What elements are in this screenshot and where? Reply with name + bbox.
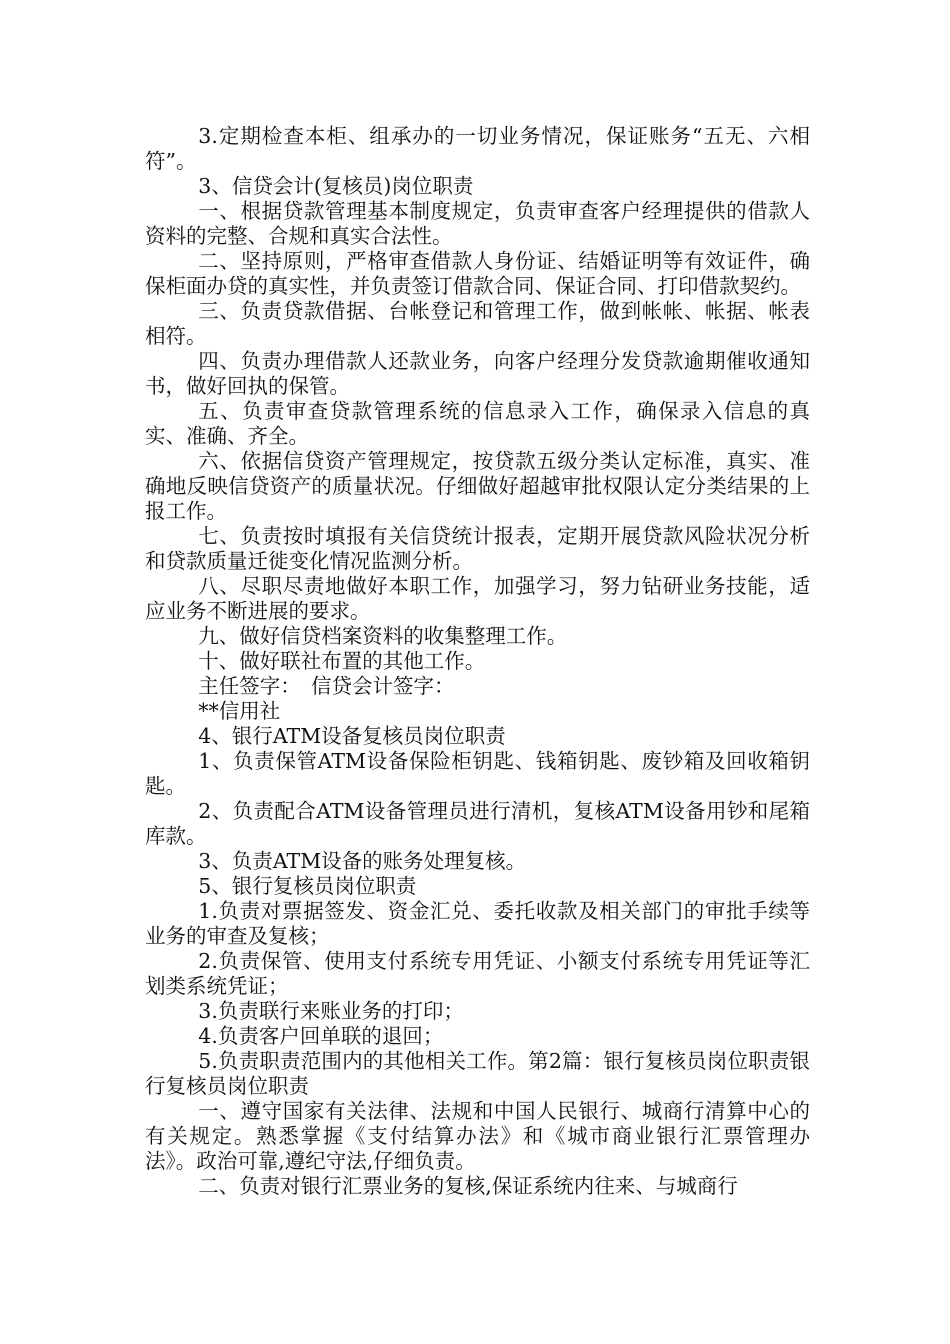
paragraph: 十、做好联社布置的其他工作。 xyxy=(198,649,486,673)
document-body xyxy=(145,124,810,1199)
paragraph: 四、负责办理借款人还款业务，向客户经理分发贷款逾期催收通知书，做好回执的保管。 xyxy=(145,349,810,398)
paragraph: 三、负责贷款借据、台帐登记和管理工作，做到帐帐、帐据、帐表相符。 xyxy=(145,299,810,348)
organization-line: **信用社 xyxy=(198,699,281,723)
paragraph: 3、负责ATM设备的账务处理复核。 xyxy=(198,849,527,873)
section-heading: 4、银行ATM设备复核员岗位职责 xyxy=(198,724,506,748)
paragraph: 二、坚持原则，严格审查借款人身份证、结婚证明等有效证件，确保柜面办贷的真实性，并负责签订借款合同、保证合同、打印借款契约。 xyxy=(145,249,810,298)
section-heading: 5、银行复核员岗位职责 xyxy=(198,874,417,898)
paragraph: 一、根据贷款管理基本制度规定，负责审查客户经理提供的借款人资料的完整、合规和真实合法性。 xyxy=(145,199,810,248)
paragraph: 六、依据信贷资产管理规定，按贷款五级分类认定标准，真实、准确地反映信贷资产的质量状况。仔细做好超越审批权限认定分类结果的上报工作。 xyxy=(145,449,810,523)
paragraph: 5.负责职责范围内的其他相关工作。第2篇：银行复核员岗位职责银行复核员岗位职责 xyxy=(145,1049,810,1098)
paragraph: 4.负责客户回单联的退回； xyxy=(198,1024,444,1048)
section-heading: 3、信贷会计(复核员)岗位职责 xyxy=(198,174,474,198)
paragraph: 七、负责按时填报有关信贷统计报表，定期开展贷款风险状况分析和贷款质量迁徙变化情况监测分析。 xyxy=(145,524,810,573)
paragraph: 2、负责配合ATM设备管理员进行清机，复核ATM设备用钞和尾箱库款。 xyxy=(145,799,810,848)
paragraph: 1、负责保管ATM设备保险柜钥匙、钱箱钥匙、废钞箱及回收箱钥匙。 xyxy=(145,749,810,798)
paragraph: 2.负责保管、使用支付系统专用凭证、小额支付系统专用凭证等汇划类系统凭证； xyxy=(145,949,810,998)
signature-line: 主任签字： 信贷会计签字： xyxy=(198,674,455,698)
paragraph: 1.负责对票据签发、资金汇兑、委托收款及相关部门的审批手续等业务的审查及复核； xyxy=(145,899,810,948)
paragraph: 八、尽职尽责地做好本职工作，加强学习，努力钻研业务技能，适应业务不断进展的要求。 xyxy=(145,574,810,623)
paragraph: 二、负责对银行汇票业务的复核,保证系统内往来、与城商行 xyxy=(198,1174,738,1198)
paragraph: 一、遵守国家有关法律、法规和中国人民银行、城商行清算中心的有关规定。熟悉掌握《支付结算办法》和《城市商业银行汇票管理办法》。政治可靠,遵纪守法,仔细负责。 xyxy=(145,1099,810,1173)
paragraph: 九、做好信贷档案资料的收集整理工作。 xyxy=(198,624,568,648)
paragraph: 五、负责审查贷款管理系统的信息录入工作，确保录入信息的真实、准确、齐全。 xyxy=(145,399,810,448)
paragraph: 3.定期检查本柜、组承办的一切业务情况，保证账务“五无、六相符”。 xyxy=(145,124,810,173)
paragraph: 3.负责联行来账业务的打印； xyxy=(198,999,464,1023)
